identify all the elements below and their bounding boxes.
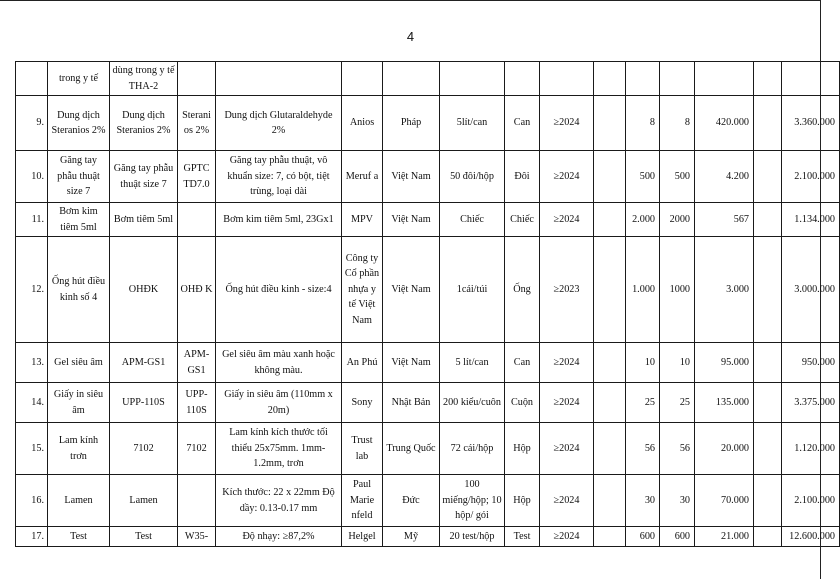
- cell-maker: Công ty Cổ phần nhựa y tế Việt Nam: [342, 237, 383, 343]
- cell-qty1: [626, 62, 660, 96]
- cell-total: 2.100.000: [782, 475, 840, 527]
- cell-name: Gel siêu âm: [48, 343, 110, 383]
- cell-year: ≥2024: [540, 343, 594, 383]
- cell-maker: An Phú: [342, 343, 383, 383]
- cell-spec: [216, 62, 342, 96]
- cell-qty2: 1000: [660, 237, 695, 343]
- cell-blank: [594, 203, 626, 237]
- cell-qty1: 600: [626, 527, 660, 547]
- cell-unit: Can: [505, 96, 540, 151]
- cell-blank: [594, 527, 626, 547]
- cell-blank2: [754, 96, 782, 151]
- cell-unit: Test: [505, 527, 540, 547]
- cell-pack: 72 cái/hộp: [440, 423, 505, 475]
- cell-model: [178, 203, 216, 237]
- cell-total: 12.600.000: [782, 527, 840, 547]
- cell-price: 20.000: [695, 423, 754, 475]
- cell-pack: 50 đôi/hộp: [440, 151, 505, 203]
- table-row: [16, 475, 840, 527]
- cell-qty1: 10: [626, 343, 660, 383]
- cell-year: ≥2024: [540, 96, 594, 151]
- cell-qty2: 25: [660, 383, 695, 423]
- cell-maker: Trust lab: [342, 423, 383, 475]
- cell-blank2: [754, 151, 782, 203]
- cell-code: Găng tay phẫu thuật size 7: [110, 151, 178, 203]
- cell-qty2: 10: [660, 343, 695, 383]
- cell-pack: 5lít/can: [440, 96, 505, 151]
- cell-model: APM-GS1: [178, 343, 216, 383]
- cell-pack: 5 lít/can: [440, 343, 505, 383]
- page-number: 4: [406, 29, 415, 44]
- cell-qty1: 500: [626, 151, 660, 203]
- cell-unit: Ống: [505, 237, 540, 343]
- cell-country: Việt Nam: [383, 203, 440, 237]
- cell-spec: Kích thước: 22 x 22mm Độ dầy: 0.13-0.17 mm: [216, 475, 342, 527]
- cell-blank2: [754, 527, 782, 547]
- cell-country: [383, 62, 440, 96]
- cell-country: Việt Nam: [383, 237, 440, 343]
- table-row: [16, 423, 840, 475]
- cell-qty1: 1.000: [626, 237, 660, 343]
- table-row: [16, 151, 840, 203]
- cell-model: [178, 62, 216, 96]
- cell-spec: Dung dịch Glutaraldehyde 2%: [216, 96, 342, 151]
- cell-blank: [594, 423, 626, 475]
- cell-blank2: [754, 423, 782, 475]
- cell-unit: [505, 62, 540, 96]
- cell-total: [782, 62, 840, 96]
- cell-price: 567: [695, 203, 754, 237]
- cell-price: 95.000: [695, 343, 754, 383]
- cell-total: 3.360.000: [782, 96, 840, 151]
- cell-stt: 15.: [16, 423, 48, 475]
- cell-spec: Gel siêu âm màu xanh hoặc không màu.: [216, 343, 342, 383]
- cell-total: 3.375.000: [782, 383, 840, 423]
- cell-total: 3.000.000: [782, 237, 840, 343]
- cell-pack: 20 test/hộp: [440, 527, 505, 547]
- cell-name: Lam kính trơn: [48, 423, 110, 475]
- cell-year: ≥2024: [540, 527, 594, 547]
- cell-price: 4.200: [695, 151, 754, 203]
- cell-blank: [594, 383, 626, 423]
- table-row-continuation: [16, 62, 840, 96]
- cell-total: 1.120.000: [782, 423, 840, 475]
- table-row: [16, 96, 840, 151]
- cell-name: Ống hút điều kinh số 4: [48, 237, 110, 343]
- cell-blank2: [754, 62, 782, 96]
- cell-qty1: 30: [626, 475, 660, 527]
- cell-country: Việt Nam: [383, 151, 440, 203]
- cell-maker: Paul Marie nfeld: [342, 475, 383, 527]
- cell-maker: Meruf a: [342, 151, 383, 203]
- cell-code: APM-GS1: [110, 343, 178, 383]
- cell-maker: MPV: [342, 203, 383, 237]
- cell-model: GPTC TD7.0: [178, 151, 216, 203]
- table-row: [16, 527, 840, 547]
- cell-spec: Bơm kim tiêm 5ml, 23Gx1: [216, 203, 342, 237]
- cell-maker: Sony: [342, 383, 383, 423]
- cell-unit: Can: [505, 343, 540, 383]
- cell-model: [178, 475, 216, 527]
- cell-stt: 13.: [16, 343, 48, 383]
- cell-qty2: 600: [660, 527, 695, 547]
- cell-spec: Ống hút điều kinh - size:4: [216, 237, 342, 343]
- cell-code: Dung dịch Steranios 2%: [110, 96, 178, 151]
- cell-year: ≥2024: [540, 383, 594, 423]
- cell-blank2: [754, 475, 782, 527]
- cell-maker: Helgel: [342, 527, 383, 547]
- cell-qty2: 56: [660, 423, 695, 475]
- cell-unit: Hộp: [505, 423, 540, 475]
- table-row: [16, 343, 840, 383]
- cell-stt: 14.: [16, 383, 48, 423]
- cell-country: Đức: [383, 475, 440, 527]
- cell-model: OHĐ K: [178, 237, 216, 343]
- cell-year: [540, 62, 594, 96]
- cell-maker: [342, 62, 383, 96]
- cell-year: ≥2024: [540, 203, 594, 237]
- page-border-top: [0, 0, 821, 1]
- cell-stt: 17.: [16, 527, 48, 547]
- cell-year: ≥2024: [540, 151, 594, 203]
- cell-name: Lamen: [48, 475, 110, 527]
- cell-total: 2.100.000: [782, 151, 840, 203]
- cell-name: Test: [48, 527, 110, 547]
- cell-country: Trung Quốc: [383, 423, 440, 475]
- cell-blank: [594, 96, 626, 151]
- cell-price: 21.000: [695, 527, 754, 547]
- cell-spec: Lam kính kích thước tối thiểu 25x75mm. 1mm-1.2mm, trơn: [216, 423, 342, 475]
- cell-code: 7102: [110, 423, 178, 475]
- cell-blank: [594, 237, 626, 343]
- cell-unit: Chiếc: [505, 203, 540, 237]
- cell-qty1: 8: [626, 96, 660, 151]
- cell-code: Bơm tiêm 5ml: [110, 203, 178, 237]
- cell-code: UPP-110S: [110, 383, 178, 423]
- cell-year: ≥2024: [540, 423, 594, 475]
- cell-model: W35-: [178, 527, 216, 547]
- cell-country: Nhật Bản: [383, 383, 440, 423]
- cell-country: Việt Nam: [383, 343, 440, 383]
- cell-pack: 100 miếng/hộp; 10 hộp/ gói: [440, 475, 505, 527]
- cell-year: ≥2023: [540, 237, 594, 343]
- cell-pack: [440, 62, 505, 96]
- cell-blank: [594, 151, 626, 203]
- cell-qty2: 30: [660, 475, 695, 527]
- cell-code: OHĐK: [110, 237, 178, 343]
- cell-total: 950.000: [782, 343, 840, 383]
- cell-code: Lamen: [110, 475, 178, 527]
- cell-blank2: [754, 203, 782, 237]
- cell-blank: [594, 343, 626, 383]
- cell-model: Steranios 2%: [178, 96, 216, 151]
- cell-code: Test: [110, 527, 178, 547]
- cell-qty2: 500: [660, 151, 695, 203]
- cell-blank2: [754, 343, 782, 383]
- cell-name: Bơm kim tiêm 5ml: [48, 203, 110, 237]
- cell-stt: 10.: [16, 151, 48, 203]
- table-row: [16, 203, 840, 237]
- cell-stt: 9.: [16, 96, 48, 151]
- cell-qty1: 2.000: [626, 203, 660, 237]
- cell-spec: Găng tay phẫu thuật, vô khuẩn size: 7, có bột, tiệt trùng, loại dài: [216, 151, 342, 203]
- cell-model: 7102: [178, 423, 216, 475]
- cell-spec: Giấy in siêu âm (110mm x 20m): [216, 383, 342, 423]
- cell-qty2: 2000: [660, 203, 695, 237]
- cell-pack: 200 kiểu/cuôn: [440, 383, 505, 423]
- cell-unit: Hộp: [505, 475, 540, 527]
- cell-pack: Chiếc: [440, 203, 505, 237]
- table-body: [16, 62, 840, 547]
- cell-spec: Độ nhạy: ≥87,2%: [216, 527, 342, 547]
- cell-country: Pháp: [383, 96, 440, 151]
- cell-blank: [594, 62, 626, 96]
- cell-code: dùng trong y tế THA-2: [110, 62, 178, 96]
- cell-year: ≥2024: [540, 475, 594, 527]
- cell-name: Găng tay phẫu thuật size 7: [48, 151, 110, 203]
- cell-stt: 11.: [16, 203, 48, 237]
- cell-model: UPP-110S: [178, 383, 216, 423]
- supply-table: [15, 61, 840, 547]
- cell-name: Dung dịch Steranios 2%: [48, 96, 110, 151]
- table-row: [16, 237, 840, 343]
- cell-price: 135.000: [695, 383, 754, 423]
- cell-country: Mỹ: [383, 527, 440, 547]
- cell-pack: 1cái/túi: [440, 237, 505, 343]
- cell-maker: Anios: [342, 96, 383, 151]
- cell-blank2: [754, 383, 782, 423]
- cell-name: Giấy in siêu âm: [48, 383, 110, 423]
- cell-total: 1.134.000: [782, 203, 840, 237]
- cell-unit: Cuộn: [505, 383, 540, 423]
- cell-stt: 16.: [16, 475, 48, 527]
- cell-stt: 12.: [16, 237, 48, 343]
- cell-qty2: 8: [660, 96, 695, 151]
- cell-qty1: 56: [626, 423, 660, 475]
- cell-blank: [594, 475, 626, 527]
- cell-stt: [16, 62, 48, 96]
- table-row: [16, 383, 840, 423]
- cell-price: 3.000: [695, 237, 754, 343]
- cell-unit: Đôi: [505, 151, 540, 203]
- cell-price: 420.000: [695, 96, 754, 151]
- cell-price: 70.000: [695, 475, 754, 527]
- cell-name: trong y tế: [48, 62, 110, 96]
- cell-qty2: [660, 62, 695, 96]
- cell-qty1: 25: [626, 383, 660, 423]
- cell-blank2: [754, 237, 782, 343]
- cell-price: [695, 62, 754, 96]
